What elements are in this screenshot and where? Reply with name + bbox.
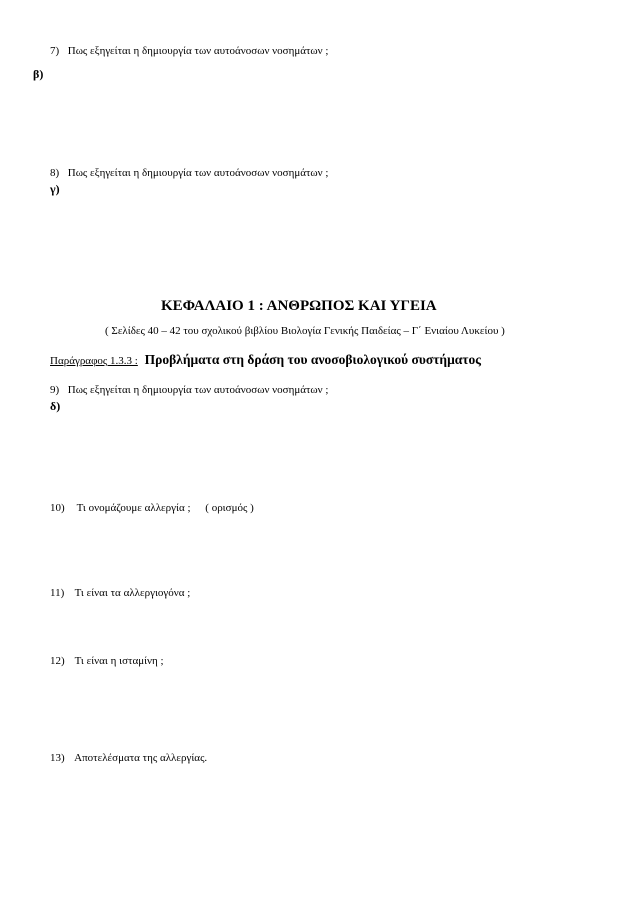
question-13 — [50, 751, 207, 765]
question-13-text: Αποτελέσματα της αλλεργίας. — [74, 752, 208, 764]
question-9-number: 9) — [50, 384, 60, 396]
question-11-number: 11) — [50, 587, 65, 599]
chapter-reference: ( Σελίδες 40 – 42 του σχολικού βιβλίου Βιολογία Γενικής Παιδείας – Γ΄ Ενιαίου Λυκείου ) — [105, 325, 505, 337]
answer-label-g: γ) — [50, 182, 60, 196]
question-12 — [50, 654, 164, 668]
question-11 — [50, 586, 190, 600]
question-7-text: Πως εξηγείται η δημιουργία των αυτοάνοσων νοσημάτων ; — [67, 45, 329, 57]
chapter-title: ΚΕΦΑΛΑΙΟ 1 : ΑΝΘΡΩΠΟΣ ΚΑΙ ΥΓΕΙΑ — [161, 298, 437, 314]
question-10-text: Τι ονομάζουμε αλλεργία ; — [76, 502, 191, 514]
question-7 — [50, 44, 328, 58]
paragraph-title: Προβλήματα στη δράση του ανοσοβιολογικού συστήματος — [144, 352, 481, 367]
paragraph-heading — [50, 351, 481, 370]
question-8-text: Πως εξηγείται η δημιουργία των αυτοάνοσων νοσημάτων ; — [67, 167, 329, 179]
question-9 — [50, 383, 328, 397]
question-8-number: 8) — [50, 167, 60, 179]
question-12-text: Τι είναι η ισταμίνη ; — [74, 655, 164, 667]
question-7-number: 7) — [50, 45, 60, 57]
answer-label-b: β) — [33, 67, 44, 81]
question-8 — [50, 166, 328, 180]
question-12-number: 12) — [50, 655, 65, 667]
question-13-number: 13) — [50, 752, 65, 764]
paragraph-label: Παράγραφος 1.3.3 : — [50, 355, 138, 367]
question-10-note: ( ορισμός ) — [205, 502, 254, 514]
answer-label-d: δ) — [50, 399, 61, 413]
question-11-text: Τι είναι τα αλλεργιογόνα ; — [74, 587, 191, 599]
question-9-text: Πως εξηγείται η δημιουργία των αυτοάνοσων νοσημάτων ; — [67, 384, 329, 396]
question-10-number: 10) — [50, 502, 65, 514]
question-10 — [50, 501, 254, 515]
